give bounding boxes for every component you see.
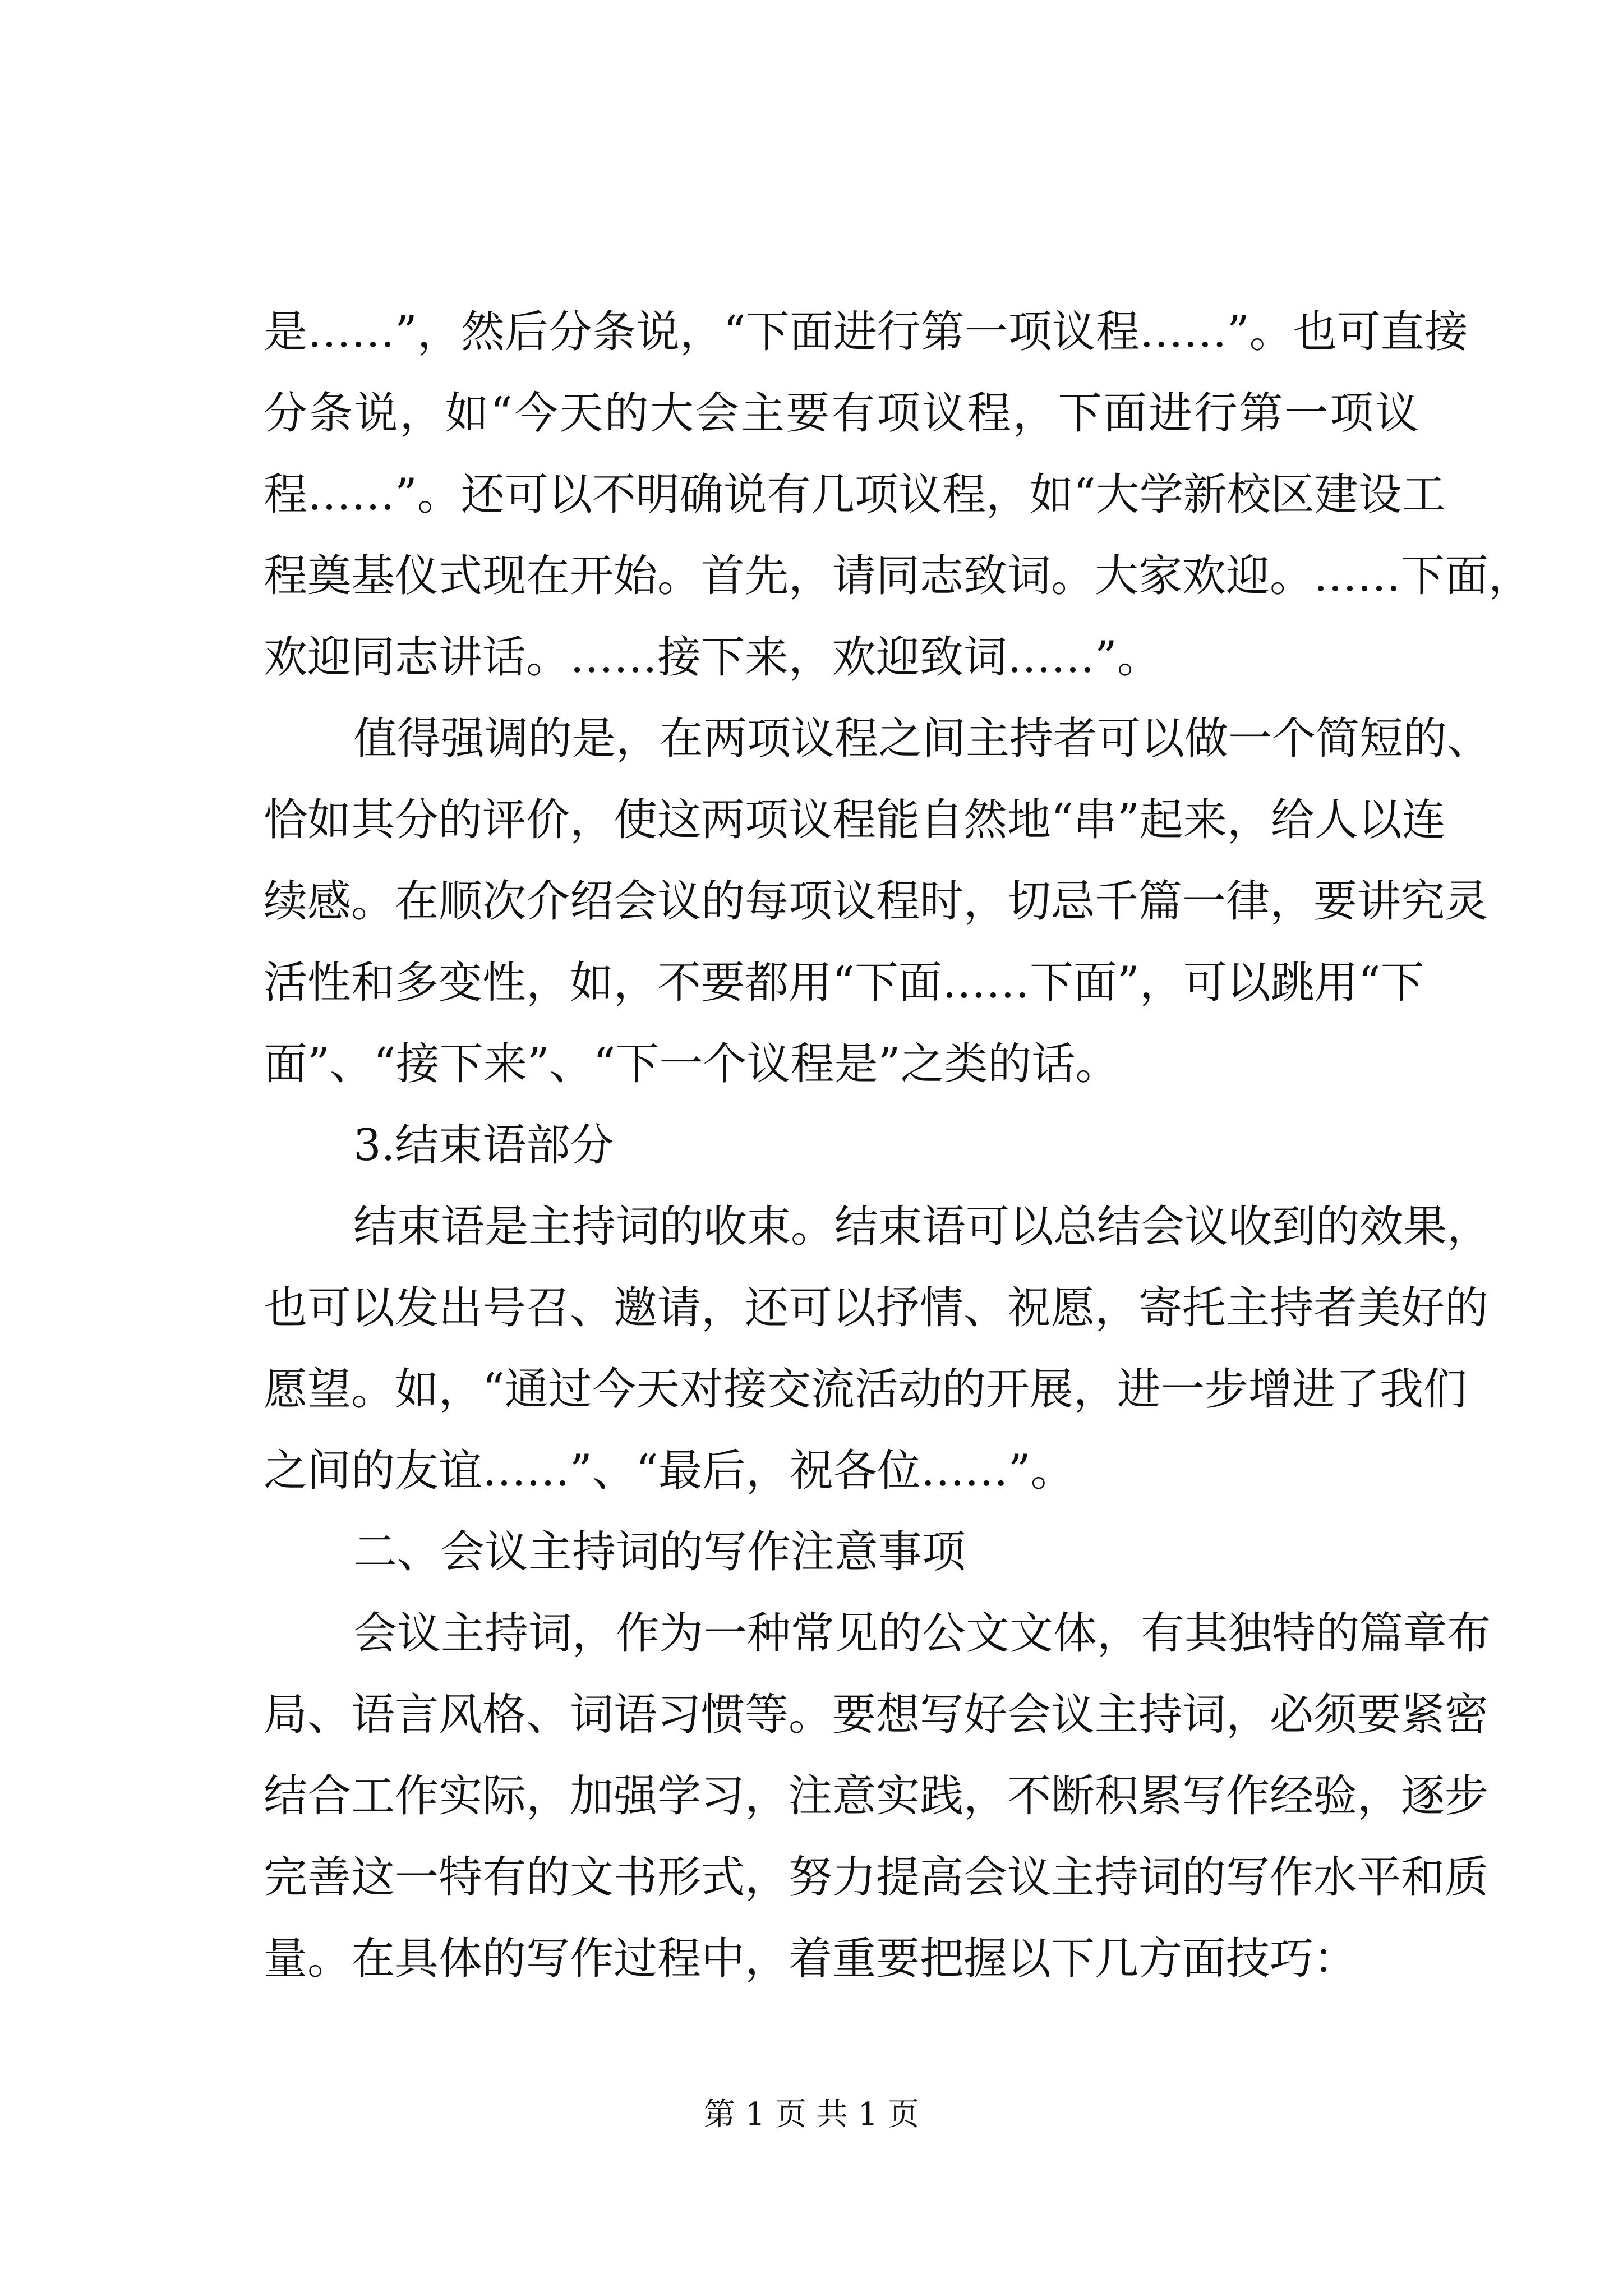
- text-line-13: 也可以发出号召、邀请，还可以抒情、祝愿，寄托主持者美好的: [264, 1283, 1489, 1333]
- text-line-12: 结束语是主持词的收束。结束语可以总结会议收到的效果，: [353, 1202, 1491, 1252]
- text-line-5: 欢迎同志讲话。……接下来，欢迎致词……”。: [264, 632, 1161, 683]
- text-line-8: 续感。在顺次介绍会议的每项议程时，切忌千篇一律，要讲究灵: [264, 876, 1489, 927]
- text-line-10: 面”、“接下来”、“下一个议程是”之类的话。: [264, 1039, 1119, 1089]
- text-line-9: 活性和多变性，如，不要都用“下面……下面”，可以跳用“下: [264, 958, 1424, 1008]
- text-line-4: 程奠基仪式现在开始。首先，请同志致词。大家欢迎。……下面，: [264, 551, 1533, 601]
- section-heading-2: 二、会议主持词的写作注意事项: [353, 1527, 966, 1577]
- text-line-7: 恰如其分的评价，使这两项议程能自然地“串”起来，给人以连: [264, 795, 1446, 845]
- text-line-18: 局、语言风格、词语习惯等。要想写好会议主持词，必须要紧密: [264, 1690, 1489, 1740]
- text-line-20: 完善这一特有的文书形式，努力提高会议主持词的写作水平和质: [264, 1852, 1489, 1903]
- text-line-14: 愿望。如，“通过今天对接交流活动的开展，进一步增进了我们: [264, 1364, 1467, 1415]
- section-heading-3: 3.结束语部分: [353, 1120, 614, 1171]
- text-line-3: 程……”。还可以不明确说有几项议程，如“大学新校区建设工: [264, 470, 1446, 520]
- document-body: [264, 292, 1533, 2000]
- text-line-19: 结合工作实际，加强学习，注意实践，不断积累写作经验，逐步: [264, 1771, 1489, 1821]
- text-line-2: 分条说，如“今天的大会主要有项议程，下面进行第一项议: [264, 388, 1419, 439]
- text-line-1: 是……”，然后分条说，“下面进行第一项议程……”。也可直接: [264, 307, 1468, 357]
- text-line-21: 量。在具体的写作过程中，着重要把握以下几方面技巧：: [264, 1934, 1358, 1984]
- text-line-17: 会议主持词，作为一种常见的公文文体，有其独特的篇章布: [353, 1608, 1491, 1659]
- text-line-15: 之间的友谊……”、“最后，祝各位……”。: [264, 1446, 1075, 1496]
- text-line-6: 值得强调的是，在两项议程之间主持者可以做一个简短的、: [353, 714, 1491, 764]
- page-footer: 第 1 页 共 1 页: [703, 2096, 920, 2133]
